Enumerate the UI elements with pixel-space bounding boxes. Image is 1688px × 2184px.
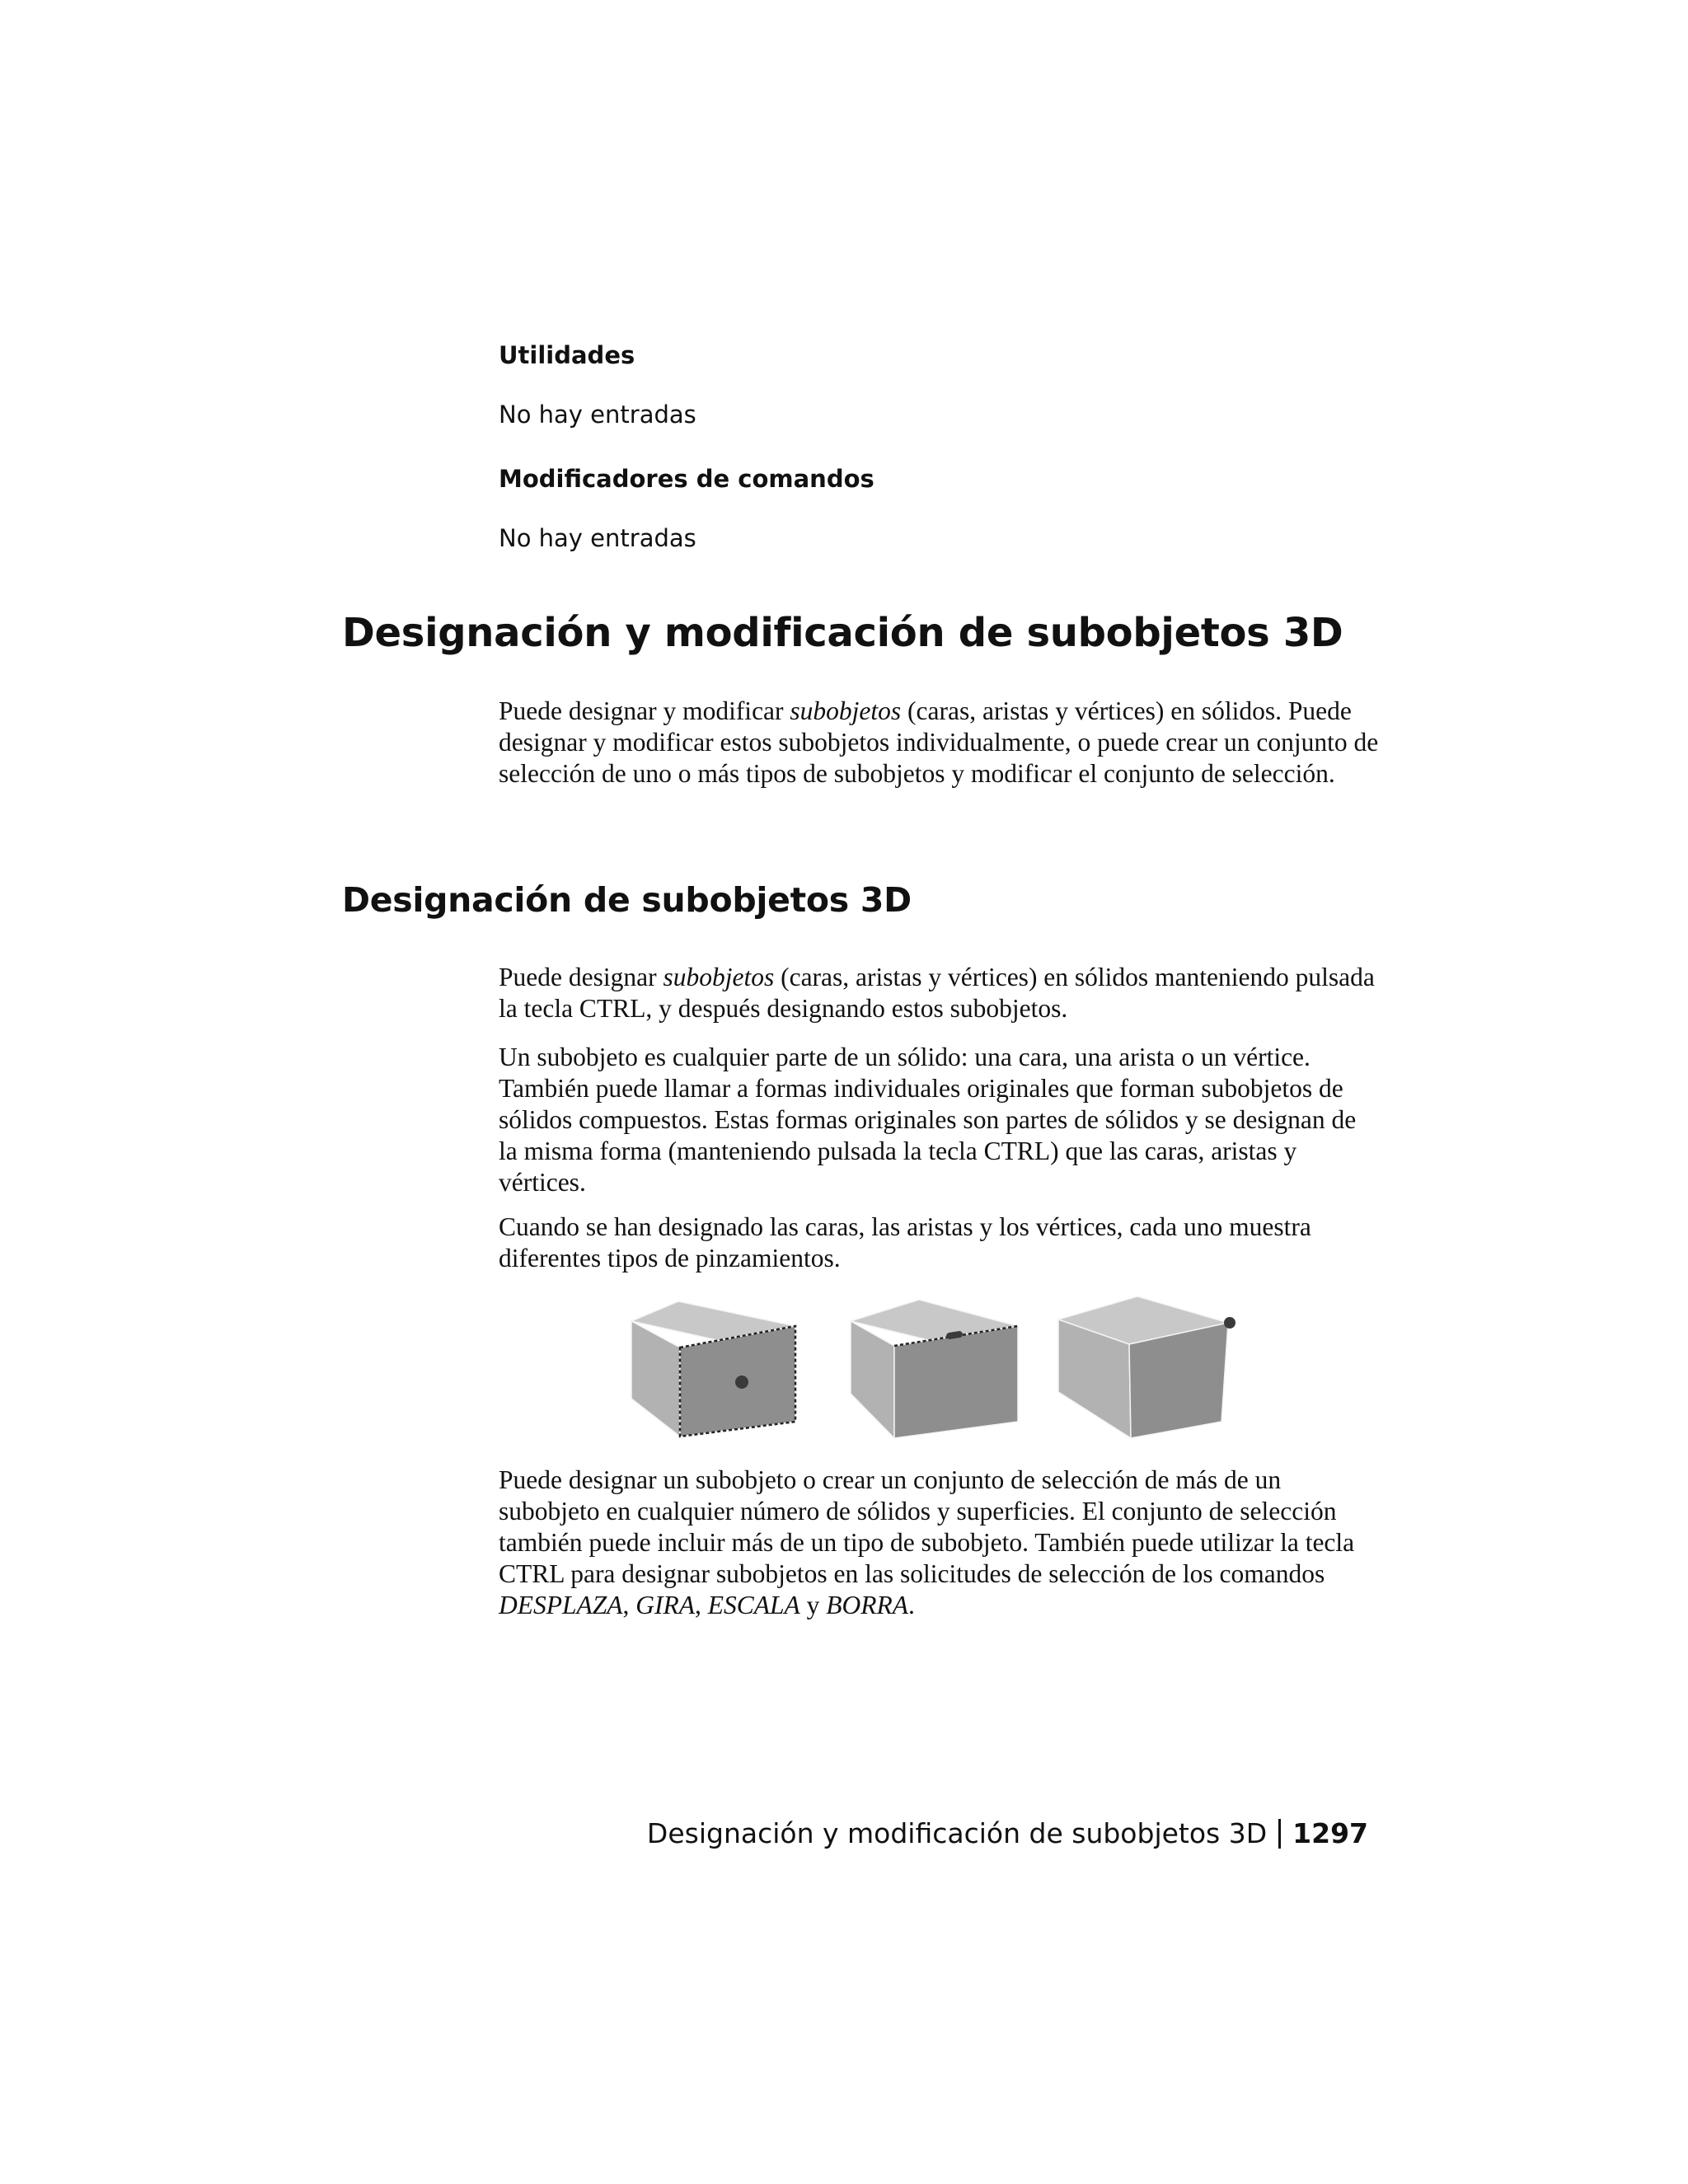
command-escala: ESCALA (707, 1591, 800, 1619)
separator-1: , (622, 1591, 636, 1619)
intro-paragraph (499, 696, 1381, 790)
footer-title: Designación y modificación de subobjetos 3D (646, 1817, 1268, 1849)
modificadores-text: No hay entradas (499, 524, 696, 552)
utilidades-heading: Utilidades (499, 341, 635, 369)
main-heading: Designación y modificación de subobjetos 3D (342, 610, 1343, 656)
intro-text-b: (caras, aristas y vértices) en sólidos. Puede designar y modificar estos subobjetos individualmente, o puede crear un conjunto de selección de uno o más tipos de subobjetos y modificar el conjunto de selección. (499, 696, 1379, 788)
separator-2: , (695, 1591, 708, 1619)
body-paragraph-2: Un subobjeto es cualquier parte de un sólido: una cara, una arista o un vértice. También puede llamar a formas individuales originales que forman subobjetos de sólidos compuestos. Estas formas originales son partes de sólidos y se designan de la misma forma (manteniendo pulsada la tecla CTRL) que las caras, aristas y vértices. (499, 1043, 1357, 1197)
page-number: 1297 (1292, 1817, 1368, 1849)
separator-3: y (799, 1591, 827, 1619)
body-p4-end: . (907, 1591, 915, 1619)
body-p1-emphasis: subobjetos (663, 963, 775, 991)
box-vertex-selected (1058, 1296, 1236, 1438)
command-borra: BORRA (826, 1591, 908, 1619)
command-gira: GIRA (635, 1591, 695, 1619)
command-desplaza: DESPLAZA (499, 1591, 623, 1619)
intro-text-a: Puede designar y modificar (499, 696, 790, 725)
box1-left-face (631, 1321, 680, 1436)
box2-left-face (851, 1321, 894, 1438)
body-p1-text-b: (caras, aristas y vértices) en sólidos manteniendo pulsada la tecla CTRL, y después designando estos subobjetos. (499, 963, 1375, 1023)
intro-emphasis: subobjetos (790, 696, 902, 725)
footer-separator (1278, 1819, 1281, 1849)
body-paragraph-1 (499, 962, 1381, 1024)
box-face-selected (631, 1301, 795, 1436)
body-p1-text-a: Puede designar (499, 963, 663, 991)
box-edge-selected (851, 1300, 1018, 1438)
modificadores-heading: Modificadores de comandos (499, 465, 874, 493)
page-footer (647, 1816, 1368, 1851)
box1-face-grip (735, 1376, 748, 1389)
body-p4-text: Puede designar un subobjeto o crear un conjunto de selección de más de un subobjeto en cualquier número de sólidos y superficies. El conjunto de selección también puede incluir más de un tipo de subobjeto. También puede utilizar la tecla CTRL para designar subobjetos en las solicitudes de selección de los comandos (499, 1465, 1355, 1588)
body-paragraph-4 (499, 1465, 1381, 1621)
utilidades-text: No hay entradas (499, 401, 696, 429)
box3-vertex-grip (1224, 1317, 1236, 1329)
sub-heading: Designación de subobjetos 3D (342, 880, 912, 920)
subobject-grips-figure (626, 1290, 1253, 1446)
body-paragraph-3: Cuando se han designado las caras, las aristas y los vértices, cada uno muestra diferentes tipos de pinzamientos. (499, 1212, 1311, 1272)
